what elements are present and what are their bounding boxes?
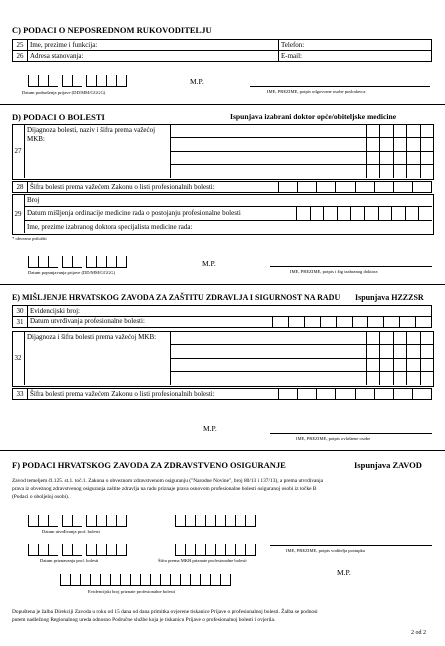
signature-line[interactable] — [250, 86, 430, 87]
section-e-title: E) MIŠLJENJE HRVATSKOG ZAVODA ZA ZAŠTITU ZDRAVLJA I SIGURNOST NA RADU — [12, 293, 341, 302]
manager-address-field[interactable]: Adresa stanovanja: — [28, 51, 279, 62]
diagnosis-entry-grid[interactable] — [170, 124, 433, 178]
hz-code-label: Šifra bolesti prema važećem Zakonu o listi profesionalnih bolesti: — [28, 389, 279, 400]
section-c-table — [12, 39, 432, 62]
row-number: 32 — [12, 331, 25, 385]
row-number: 28 — [13, 182, 28, 193]
row-number: 29 — [12, 194, 25, 233]
hz-diagnosis-grid[interactable] — [170, 331, 433, 385]
opinion-date-cells[interactable] — [296, 206, 432, 220]
code-caption: Šifra prema MKB priznate profesionalne bolesti — [158, 558, 247, 563]
section-f-title: F) PODACI HRVATSKOG ZAVODA ZA ZDRAVSTVENO OSIGURANJE — [12, 460, 286, 470]
date-fill-boxes[interactable] — [28, 256, 127, 267]
stamp-label: M.P. — [203, 424, 217, 433]
row-29-divider — [24, 220, 432, 221]
diagnosis-date-label: Datum utvrđivanja profesionalne bolesti: — [30, 317, 145, 325]
manager-email-field[interactable]: E-mail: — [279, 51, 432, 62]
occupational-code-cells[interactable] — [279, 182, 432, 193]
date-fill-caption: Datum popunjavanja prijave (DD/MM/GGGG) — [28, 270, 116, 275]
manager-phone-field[interactable]: Telefon: — [279, 40, 432, 51]
row-number: 27 — [12, 124, 25, 178]
specialist-name-label[interactable]: Ime, prezime izabranog doktora specijalista medicine rada: — [27, 223, 193, 231]
section-divider — [0, 104, 445, 105]
date-submission-boxes[interactable] — [28, 75, 127, 86]
signature-caption: IME, PREZIME, potpis i žig izabranog doktora — [290, 269, 378, 274]
signature-line[interactable] — [270, 266, 432, 267]
date-found-caption: Datum utvrđivanja prof. bolesti — [42, 529, 100, 534]
code-boxes-top[interactable] — [175, 515, 256, 526]
signature-line[interactable] — [270, 545, 432, 546]
attach-note: * obvezno priložiti — [12, 236, 47, 241]
section-divider — [0, 284, 445, 285]
section-e-top-table — [12, 305, 432, 328]
diagnosis-label: Dijagnoza bolesti, naziv i šifra prema važećoj MKB: — [27, 126, 156, 143]
section-d-title: D) PODACI O BOLESTI — [12, 112, 105, 122]
section-c-title: C) PODACI O NEPOSREDNOM RUKOVODITELJU — [12, 25, 212, 35]
opinion-number-label[interactable]: Broj — [27, 196, 40, 204]
stamp-label: M.P. — [337, 568, 351, 577]
date-found-boxes[interactable] — [28, 515, 127, 526]
evidence-number-field[interactable]: Evidencijski broj: — [28, 306, 432, 317]
section-d-filler: Ispunjava izabrani doktor opće/obiteljske medicine — [230, 112, 397, 121]
row-28-table — [12, 181, 432, 193]
hz-diagnosis-label: Dijagnoza i šifra bolesti prema važećoj MKB: — [27, 333, 157, 341]
stamp-label: M.P. — [190, 77, 204, 86]
page-number: 2 od 2 — [411, 630, 426, 636]
appeal-line: putem nadležnog Regionalnog ureda odnosno Područne službe koja je tiskanicu Prijave o profesionalnoj bolesti i ovjerila. — [12, 617, 276, 623]
legal-line: Zavod temeljem čl.125. st.1. toč.1. Zakona o obveznom zdravstvenom osiguranju ("Narodne Novine", broj 80/13 i 137/13), a prema utvrdivanja — [12, 478, 323, 484]
row-number: 30 — [13, 306, 28, 317]
appeal-line: Dopuštena je žalba Direkciji Zavoda u roku od 15 dana od dana primitka ovjerene tiskanice Prijave o profesionalnoj bolesti. Žalba se podnosi — [12, 609, 318, 615]
row-33-table — [12, 388, 432, 400]
appeal-note — [12, 608, 318, 624]
signature-line[interactable] — [270, 433, 432, 434]
row-number: 25 — [13, 40, 28, 51]
code-boxes-bottom[interactable] — [175, 544, 256, 555]
evidence-boxes[interactable] — [60, 574, 231, 585]
row-number: 31 — [13, 317, 28, 328]
section-e-filler: Ispunjava HZZZSR — [355, 293, 424, 302]
evidence-caption: Evidencijski broj priznate profesionalne bolesti — [88, 589, 176, 594]
legal-line: prava iz obveznog zdravstvenog osiguranja zaštite zdravlja na radu priznaje prava osnovom profesionalne bolesti osiguranoj osobi iz točke B — [12, 486, 317, 492]
signature-caption: IME, PREZIME, potpis ovlaštene osobe — [296, 436, 371, 441]
row-number: 26 — [13, 51, 28, 62]
signature-caption: IME, PREZIME, potpis odgovorne osobe poslodavca — [267, 89, 366, 94]
signature-caption: IME, PREZIME, potpis voditelja postupka — [286, 548, 365, 553]
stamp-label: M.P. — [202, 259, 216, 268]
date-recog-boxes[interactable] — [28, 544, 127, 555]
diagnosis-date-field[interactable] — [28, 317, 432, 328]
section-f-filler: Ispunjava ZAVOD — [354, 460, 422, 470]
legal-paragraph — [12, 477, 323, 501]
manager-name-field[interactable]: Ime, prezime i funkcija: — [28, 40, 279, 51]
opinion-date-label: Datum mišljenja ordinacije medicine rada o postojanju profesionalne bolesti — [27, 209, 241, 217]
occupational-code-label: Šifra bolesti prema važećem Zakonu o listi profesionalnih bolesti: — [28, 182, 279, 193]
row-number: 33 — [13, 389, 28, 400]
date-submission-caption: Datum podnošenja prijave (DD/MM/GGGG) — [22, 90, 106, 95]
date-recog-caption: Datum priznavanja prof. bolesti — [40, 558, 99, 563]
hz-code-cells[interactable] — [279, 389, 432, 400]
legal-line: (Podaci o oboljeloj osobi). — [12, 494, 70, 500]
section-divider — [0, 450, 445, 451]
